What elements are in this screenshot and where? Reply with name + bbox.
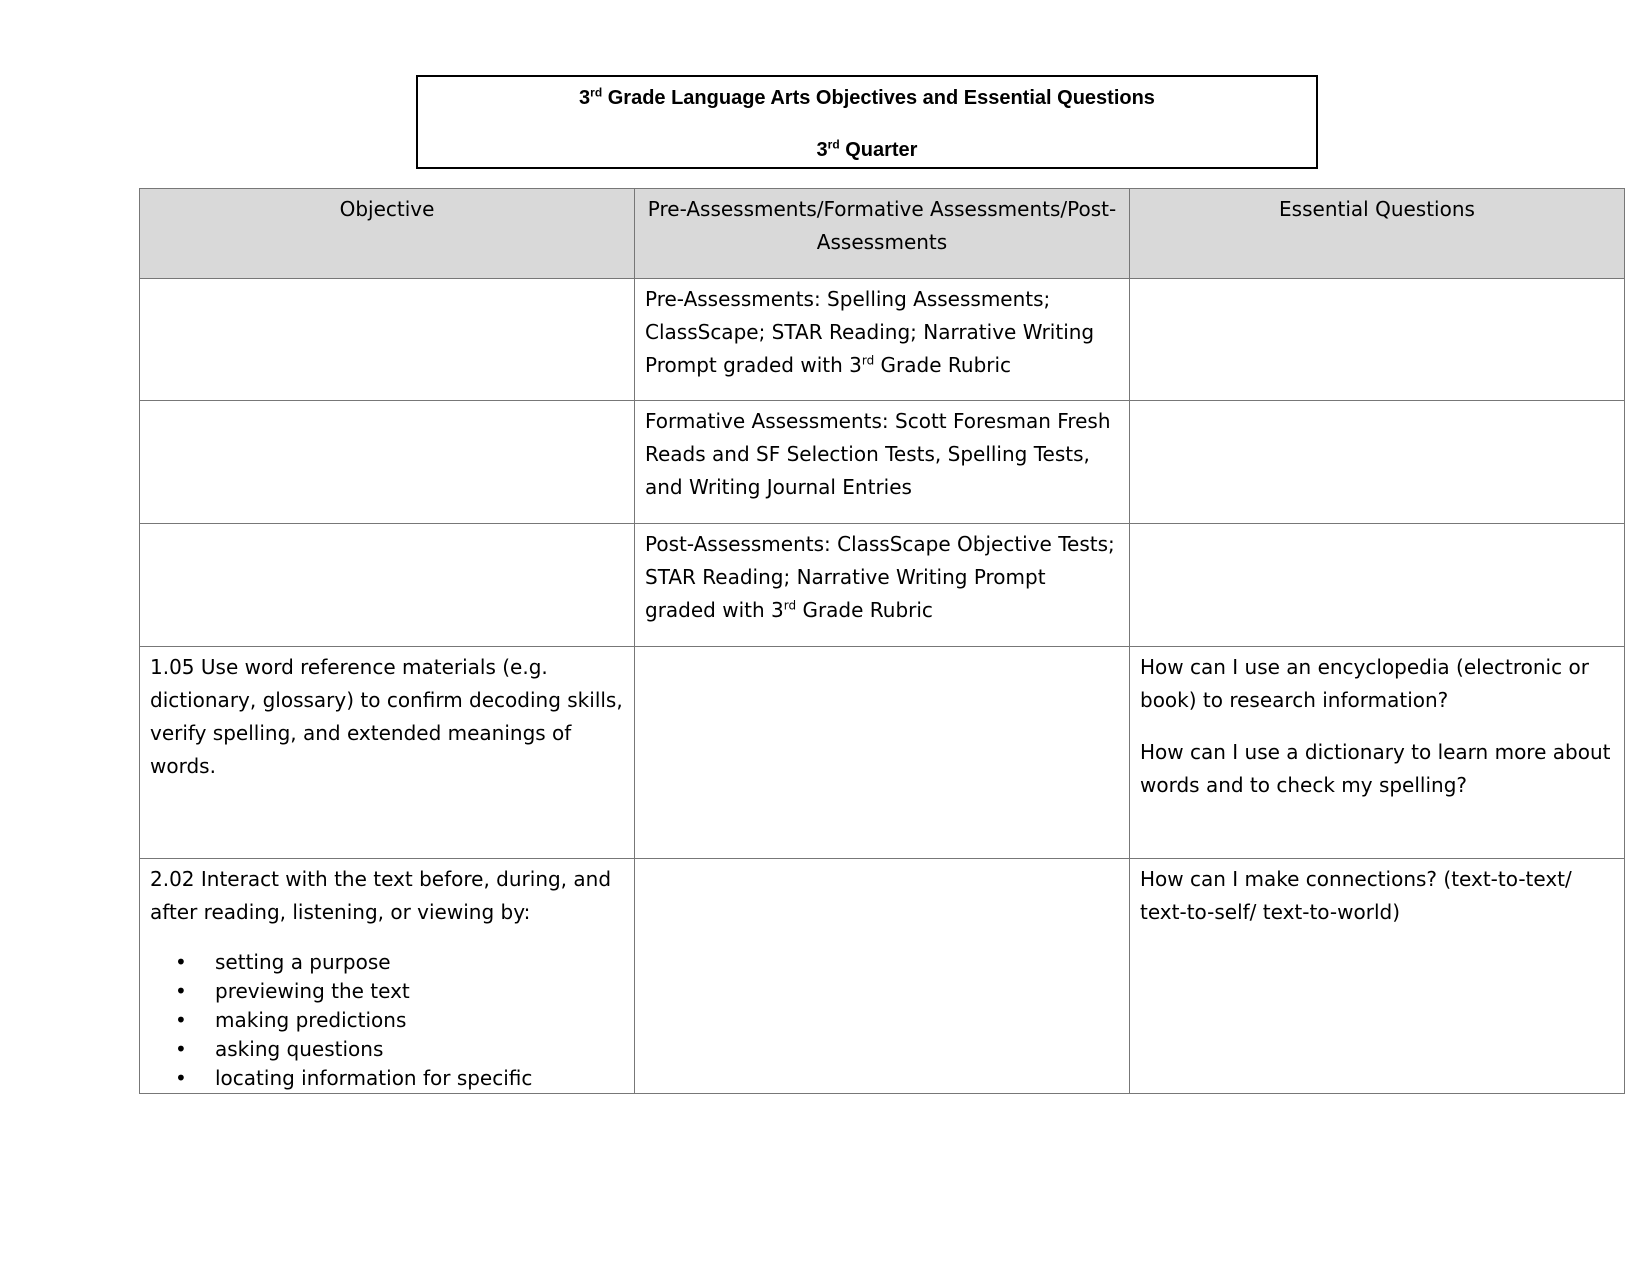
list-item: • making predictions bbox=[215, 1006, 624, 1035]
essential-question: How can I use an encyclopedia (electronic or book) to research information? bbox=[1140, 655, 1589, 712]
questions-cell bbox=[1130, 524, 1625, 647]
ordinal-suffix: rd bbox=[783, 598, 797, 613]
list-item: • setting a purpose bbox=[215, 948, 624, 977]
document-title-box bbox=[416, 75, 1318, 169]
assessments-cell bbox=[635, 647, 1130, 859]
essential-question: How can I make connections? (text-to-text/ text-to-self/ text-to-world) bbox=[1140, 867, 1572, 924]
table-row bbox=[140, 859, 1625, 1094]
objective-cell bbox=[140, 401, 635, 524]
objective-2-02-text: 2.02 Interact with the text before, during, and after reading, listening, or viewing by: bbox=[150, 867, 612, 924]
title-ordinal: 3 bbox=[579, 87, 591, 109]
questions-cell bbox=[1130, 279, 1625, 401]
title-text: Grade Language Arts Objectives and Essential Questions bbox=[602, 87, 1155, 109]
assessments-cell bbox=[635, 859, 1130, 1094]
table-row bbox=[140, 524, 1625, 647]
table-row bbox=[140, 647, 1625, 859]
pre-assessments-text: Pre-Assessments: Spelling Assessments; ClassScape; STAR Reading; Narrative Writing Prompt graded with 3 bbox=[645, 287, 1095, 377]
document-subtitle bbox=[418, 139, 1316, 162]
objective-bullet-list bbox=[150, 948, 624, 1093]
questions-cell bbox=[1130, 401, 1625, 524]
header-objective: Objective bbox=[140, 189, 635, 279]
post-assessments-text: Post-Assessments: ClassScape Objective Tests; STAR Reading; Narrative Writing Prompt graded with 3 bbox=[645, 532, 1115, 622]
subtitle-text: Quarter bbox=[839, 139, 918, 161]
list-item: • locating information for specific bbox=[215, 1064, 624, 1093]
objective-2-02 bbox=[140, 859, 635, 1094]
list-item: • asking questions bbox=[215, 1035, 624, 1064]
essential-question: How can I use a dictionary to learn more about words and to check my spelling? bbox=[1140, 740, 1611, 797]
pre-assessments-text-end: Grade Rubric bbox=[874, 353, 1012, 377]
questions-cell bbox=[1130, 859, 1625, 1094]
document-title bbox=[418, 87, 1316, 110]
questions-cell bbox=[1130, 647, 1625, 859]
objective-cell bbox=[140, 524, 635, 647]
post-assessments-cell bbox=[635, 524, 1130, 647]
table-header-row bbox=[140, 189, 1625, 279]
objectives-table bbox=[139, 188, 1625, 1094]
post-assessments-text-end: Grade Rubric bbox=[796, 598, 933, 622]
pre-assessments-cell bbox=[635, 279, 1130, 401]
subtitle-ordinal-suffix: rd bbox=[827, 137, 840, 152]
header-assessments: Pre-Assessments/Formative Assessments/Post-Assessments bbox=[635, 189, 1130, 279]
objective-cell bbox=[140, 279, 635, 401]
ordinal-suffix: rd bbox=[861, 353, 875, 368]
header-essential-questions: Essential Questions bbox=[1130, 189, 1625, 279]
table-row bbox=[140, 401, 1625, 524]
title-ordinal-suffix: rd bbox=[590, 85, 603, 100]
subtitle-ordinal: 3 bbox=[816, 139, 828, 161]
list-item: • previewing the text bbox=[215, 977, 624, 1006]
table-row bbox=[140, 279, 1625, 401]
objective-1-05: 1.05 Use word reference materials (e.g. dictionary, glossary) to confirm decoding skills, verify spelling, and extended meanings of words. bbox=[140, 647, 635, 859]
formative-assessments-cell: Formative Assessments: Scott Foresman Fresh Reads and SF Selection Tests, Spelling Tests, and Writing Journal Entries bbox=[635, 401, 1130, 524]
